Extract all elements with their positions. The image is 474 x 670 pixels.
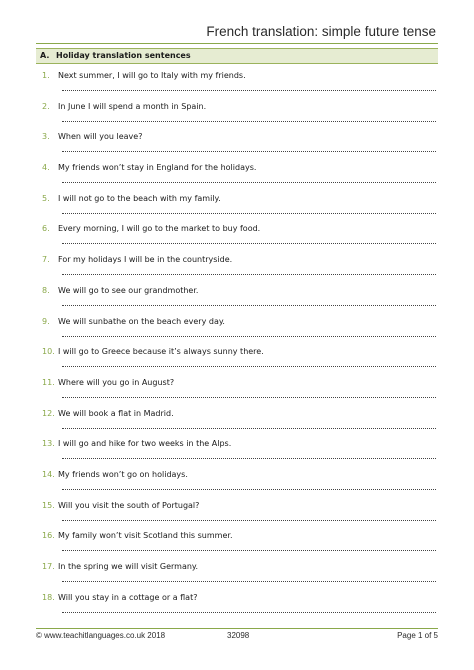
item-number: 14. xyxy=(42,469,55,479)
answer-line[interactable] xyxy=(62,151,436,152)
sentence-list xyxy=(36,70,438,622)
list-item xyxy=(36,377,438,408)
item-number: 8. xyxy=(42,285,50,295)
item-number: 4. xyxy=(42,163,50,173)
item-sentence: My friends won’t stay in England for the holidays. xyxy=(58,163,257,173)
item-sentence: Where will you go in August? xyxy=(58,377,175,387)
item-number: 1. xyxy=(42,71,50,80)
item-number: 10. xyxy=(42,347,55,357)
item-sentence: When will you leave? xyxy=(58,132,143,142)
answer-line[interactable] xyxy=(62,336,436,337)
answer-line[interactable] xyxy=(62,612,436,613)
list-item xyxy=(36,70,438,101)
item-sentence: Will you visit the south of Portugal? xyxy=(58,500,200,510)
list-item xyxy=(36,193,438,224)
answer-line[interactable] xyxy=(62,581,436,582)
item-number: 3. xyxy=(42,132,50,142)
item-sentence: I will go and hike for two weeks in the Alps. xyxy=(58,439,232,449)
answer-line[interactable] xyxy=(62,366,436,367)
list-item xyxy=(36,223,438,254)
item-sentence: For my holidays I will be in the countryside. xyxy=(58,255,233,265)
answer-line[interactable] xyxy=(62,520,436,521)
item-number: 16. xyxy=(42,531,55,541)
item-sentence: Will you stay in a cottage or a flat? xyxy=(58,592,198,602)
item-number: 9. xyxy=(42,316,50,326)
item-sentence: We will sunbathe on the beach every day. xyxy=(58,316,225,326)
list-item xyxy=(36,254,438,285)
item-sentence: My friends won’t go on holidays. xyxy=(58,469,188,479)
item-sentence: I will not go to the beach with my family. xyxy=(58,193,221,203)
list-item xyxy=(36,131,438,162)
answer-line[interactable] xyxy=(62,90,436,91)
list-item xyxy=(36,162,438,193)
answer-line[interactable] xyxy=(62,121,436,122)
list-item xyxy=(36,500,438,531)
list-item xyxy=(36,408,438,439)
answer-line[interactable] xyxy=(62,305,436,306)
item-sentence: We will go to see our grandmother. xyxy=(58,285,199,295)
answer-line[interactable] xyxy=(62,213,436,214)
answer-line[interactable] xyxy=(62,489,436,490)
item-sentence: Every morning, I will go to the market to buy food. xyxy=(58,224,261,234)
answer-line[interactable] xyxy=(62,397,436,398)
item-number: 13. xyxy=(42,439,55,449)
list-item xyxy=(36,469,438,500)
item-sentence: I will go to Greece because it’s always sunny there. xyxy=(58,347,264,357)
list-item xyxy=(36,561,438,592)
item-number: 12. xyxy=(42,408,55,418)
footer-page-number: Page 1 of 5 xyxy=(397,631,438,640)
item-number: 5. xyxy=(42,193,50,203)
list-item xyxy=(36,592,438,623)
item-sentence: We will book a flat in Madrid. xyxy=(58,408,174,418)
answer-line[interactable] xyxy=(62,182,436,183)
footer xyxy=(36,631,438,643)
answer-line[interactable] xyxy=(62,550,436,551)
item-sentence: Next summer, I will go to Italy with my friends. xyxy=(58,71,246,80)
item-number: 6. xyxy=(42,224,50,234)
section-letter: A. xyxy=(40,51,50,60)
footer-divider xyxy=(36,628,438,629)
answer-line[interactable] xyxy=(62,274,436,275)
item-sentence: In the spring we will visit Germany. xyxy=(58,562,199,571)
item-number: 15. xyxy=(42,500,55,510)
item-sentence: My family won’t visit Scotland this summer. xyxy=(58,531,233,541)
list-item xyxy=(36,285,438,316)
list-item xyxy=(36,346,438,377)
answer-line[interactable] xyxy=(62,458,436,459)
item-number: 7. xyxy=(42,255,50,265)
footer-code: 32098 xyxy=(227,631,250,640)
section-title: Holiday translation sentences xyxy=(56,51,191,60)
list-item xyxy=(36,316,438,347)
answer-line[interactable] xyxy=(62,428,436,429)
list-item xyxy=(36,438,438,469)
list-item xyxy=(36,101,438,132)
list-item xyxy=(36,530,438,561)
item-number: 17. xyxy=(42,562,55,571)
item-number: 18. xyxy=(42,592,55,602)
header-divider xyxy=(36,43,438,44)
section-heading xyxy=(36,48,438,64)
item-number: 11. xyxy=(42,377,55,387)
footer-copyright: © www.teachitlanguages.co.uk 2018 xyxy=(36,631,166,640)
page-title: French translation: simple future tense xyxy=(206,24,436,39)
item-sentence: In June I will spend a month in Spain. xyxy=(58,101,207,111)
item-number: 2. xyxy=(42,101,50,111)
answer-line[interactable] xyxy=(62,243,436,244)
